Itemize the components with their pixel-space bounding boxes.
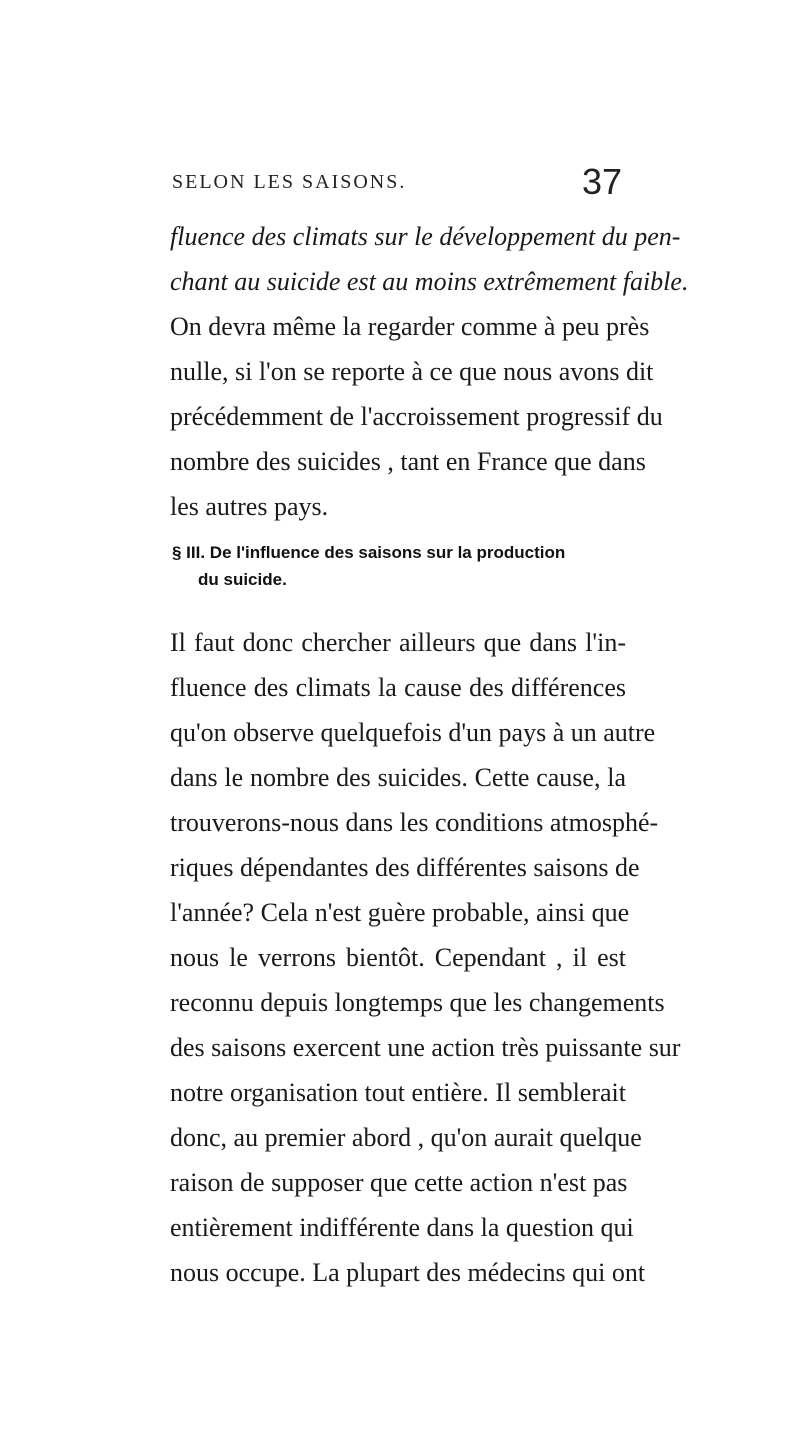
paragraph-1 bbox=[170, 214, 689, 529]
text-line: donc, au premier abord , qu'on aurait quelque bbox=[170, 1123, 642, 1152]
running-title: SELON LES SAISONS. bbox=[172, 171, 407, 193]
text-line: trouverons-nous dans les conditions atmosphé- bbox=[170, 808, 659, 837]
running-head bbox=[172, 161, 622, 201]
section-heading bbox=[172, 539, 628, 593]
text-line: fluence des climats sur le développement du pen- bbox=[170, 222, 681, 251]
text-line: notre organisation tout entière. Il semblerait bbox=[170, 1078, 626, 1107]
text-line: riques dépendantes des différentes saisons de bbox=[170, 853, 640, 882]
text-line: qu'on observe quelquefois d'un pays à un autre bbox=[170, 718, 656, 747]
text-line: nous le verrons bientôt. Cependant , il est bbox=[170, 943, 626, 972]
text-line: précédemment de l'accroissement progressif du bbox=[170, 402, 663, 431]
section-heading-line: § III. De l'influence des saisons sur la production bbox=[172, 543, 566, 562]
paragraph-2 bbox=[170, 620, 681, 1295]
text-line: entièrement indifférente dans la question qui bbox=[170, 1213, 634, 1242]
section-heading-line: du suicide. bbox=[198, 570, 287, 589]
text-line: reconnu depuis longtemps que les changements bbox=[170, 988, 665, 1017]
page-number: 37 bbox=[581, 161, 622, 202]
text-line: nombre des suicides , tant en France que dans bbox=[170, 447, 646, 476]
text-line: Il faut donc chercher ailleurs que dans l'in- bbox=[170, 628, 626, 657]
text-line: des saisons exercent une action très puissante sur bbox=[170, 1033, 681, 1062]
text-line: les autres pays. bbox=[170, 492, 329, 521]
text-line: dans le nombre des suicides. Cette cause, la bbox=[170, 763, 626, 792]
text-line: fluence des climats la cause des différences bbox=[170, 673, 626, 702]
text-line: On devra même la regarder comme à peu près bbox=[170, 312, 650, 341]
text-line: nulle, si l'on se reporte à ce que nous avons dit bbox=[170, 357, 654, 386]
text-line: l'année? Cela n'est guère probable, ainsi que bbox=[170, 898, 630, 927]
text-line: raison de supposer que cette action n'est pas bbox=[170, 1168, 628, 1197]
text-line: chant au suicide est au moins extrêmement faible. bbox=[170, 267, 689, 296]
text-line: nous occupe. La plupart des médecins qui ont bbox=[170, 1258, 646, 1287]
